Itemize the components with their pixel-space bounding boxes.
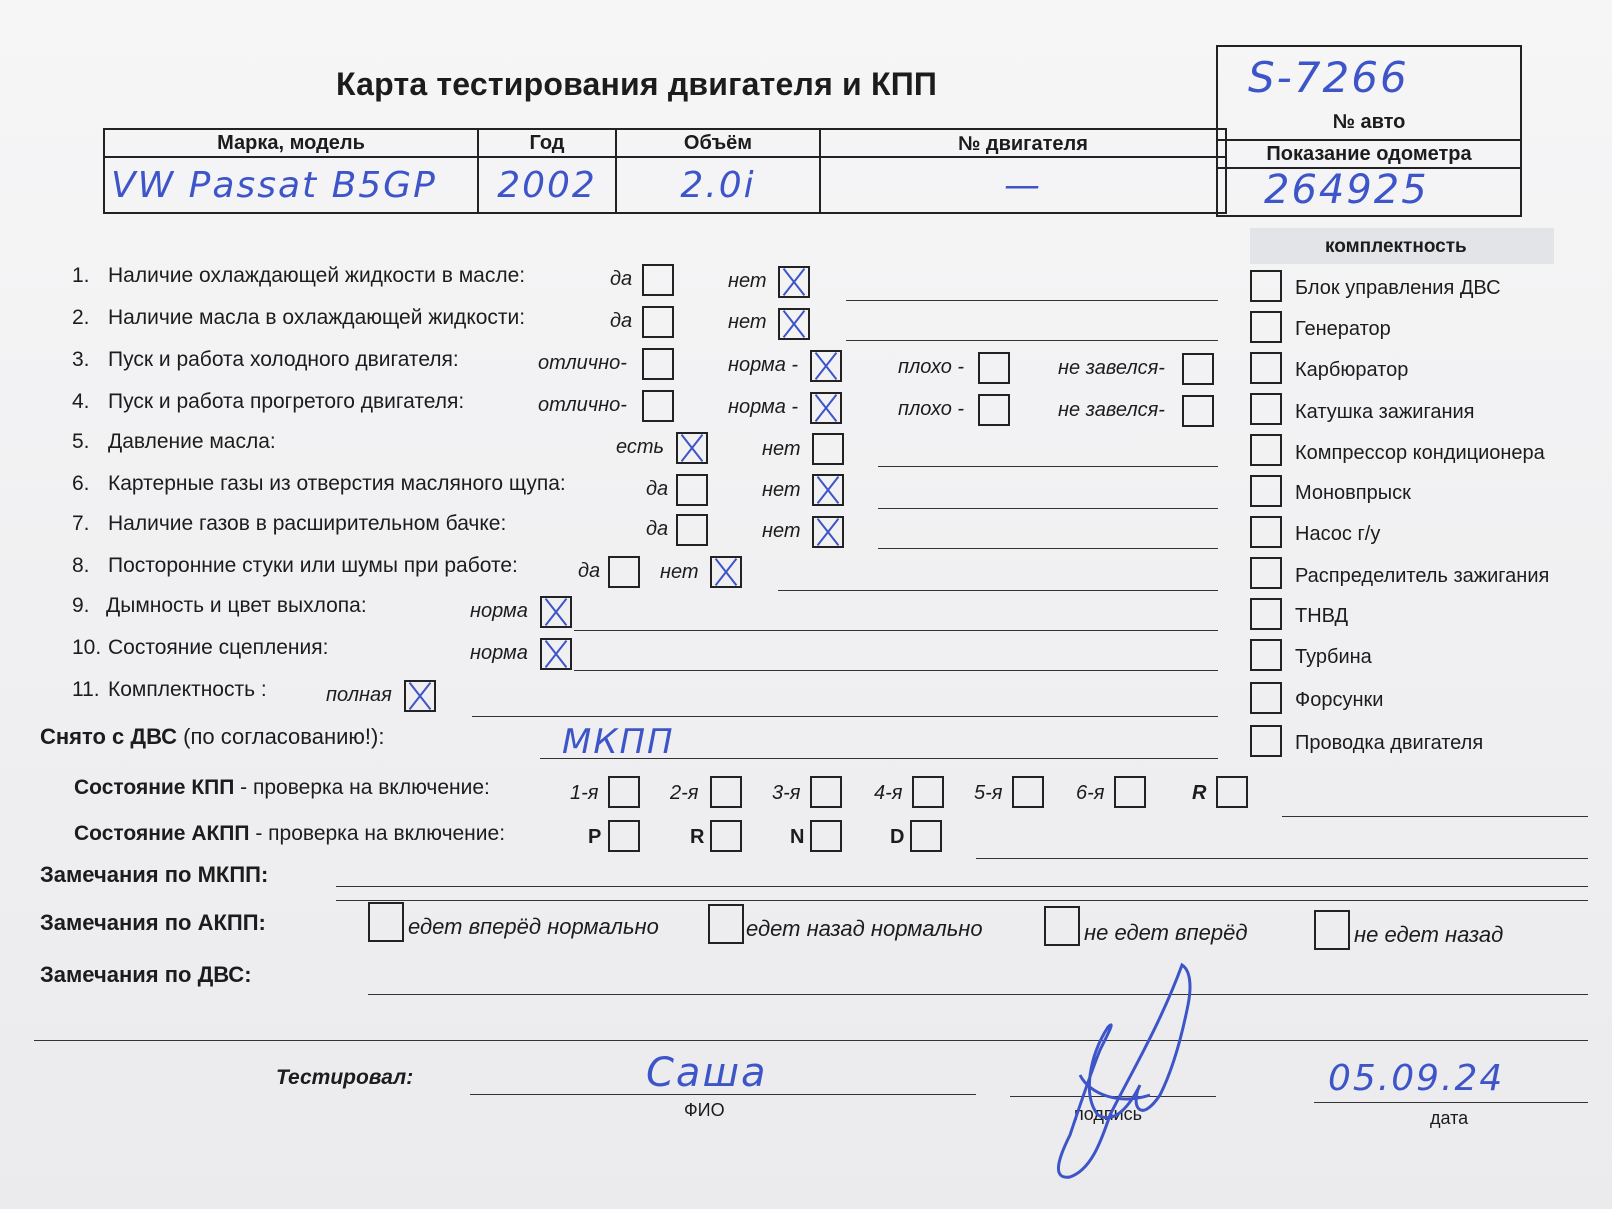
check-label-2: Наличие масла в охлаждающей жидкости:: [108, 306, 526, 329]
akpp-gear-p-box[interactable]: [608, 820, 640, 852]
check-label-10: Состояние сцепления:: [108, 636, 329, 659]
kpp-gear-r-box[interactable]: [1216, 776, 1248, 808]
kpp-label: [74, 776, 490, 800]
check-box1-1[interactable]: [642, 264, 674, 296]
check-box2-6[interactable]: [812, 474, 844, 506]
kpp-gear-6-box[interactable]: [1114, 776, 1146, 808]
akpp-gear-n-label: N: [790, 826, 805, 848]
remarks-akpp-label: Замечания по АКПП:: [40, 910, 266, 935]
compl-item-12: Проводка двигателя: [1295, 732, 1484, 754]
odometer-value: 264925: [1264, 167, 1429, 213]
kpp-gear-2-box[interactable]: [710, 776, 742, 808]
compl-item-5: Компрессор кондиционера: [1295, 442, 1545, 464]
kpp-label-rest: - проверка на включение:: [234, 776, 490, 799]
odometer-label: Показание одометра: [1266, 143, 1472, 165]
check-box2-2[interactable]: [778, 308, 810, 340]
check-num-10: 10.: [72, 636, 102, 659]
check-box1-10[interactable]: [540, 638, 572, 670]
compl-box-4[interactable]: [1250, 393, 1282, 425]
check-box1-4[interactable]: [642, 390, 674, 422]
check-opt1-9: норма: [470, 600, 528, 622]
check-opt2-6: нет: [762, 479, 801, 501]
check-box1-2[interactable]: [642, 306, 674, 338]
check-label-3: Пуск и работа холодного двигателя:: [108, 348, 459, 371]
signature-caption: подпись: [1074, 1104, 1143, 1124]
compl-item-8: Распределитель зажигания: [1295, 565, 1550, 587]
check-num-1: 1.: [72, 264, 90, 287]
check-box2-1[interactable]: [778, 266, 810, 298]
akpp-gear-n-box[interactable]: [810, 820, 842, 852]
compl-item-10: Турбина: [1295, 646, 1372, 668]
akpp-forward-fail-label: не едет вперёд: [1084, 920, 1248, 945]
akpp-gear-r-label: R: [690, 826, 705, 848]
kpp-gear-4-box[interactable]: [912, 776, 944, 808]
compl-box-5[interactable]: [1250, 434, 1282, 466]
check-label-5: Давление масла:: [108, 430, 276, 453]
col-year: Год: [478, 129, 616, 157]
kpp-gear-5-label: 5-я: [974, 782, 1003, 804]
check-opt1-8: да: [578, 560, 601, 582]
compl-item-4: Катушка зажигания: [1295, 401, 1475, 423]
check-box4-4[interactable]: [1182, 395, 1214, 427]
akpp-back-ok-label: едет назад нормально: [746, 916, 983, 941]
check-box3-3[interactable]: [978, 352, 1010, 384]
col-model: Марка, модель: [104, 129, 478, 157]
kpp-gear-1-box[interactable]: [608, 776, 640, 808]
check-box1-8[interactable]: [608, 556, 640, 588]
car-number-value: S-7266: [1248, 53, 1409, 102]
compl-box-11[interactable]: [1250, 682, 1282, 714]
compl-item-1: Блок управления ДВС: [1295, 277, 1501, 299]
check-opt2-3: норма -: [728, 354, 799, 376]
check-opt4-4: не завелся-: [1058, 399, 1165, 421]
compl-item-7: Насос г/у: [1295, 523, 1381, 545]
completeness-title: комплектность: [1325, 236, 1467, 257]
col-engine: № двигателя: [820, 129, 1226, 157]
kpp-gear-2-label: 2-я: [670, 782, 699, 804]
check-opt2-4: норма -: [728, 396, 799, 418]
kpp-label-bold: Состояние КПП: [74, 776, 235, 799]
akpp-label: [74, 822, 505, 846]
compl-box-10[interactable]: [1250, 639, 1282, 671]
col-volume: Объём: [616, 129, 820, 157]
page-title: Карта тестирования двигателя и КПП: [336, 66, 938, 102]
check-opt2-7: нет: [762, 520, 801, 542]
removed-label-rest: (по согласованию!):: [177, 724, 385, 749]
akpp-label-rest: - проверка на включение:: [249, 822, 506, 845]
check-label-9: Дымность и цвет выхлопа:: [106, 594, 367, 617]
compl-box-6[interactable]: [1250, 475, 1282, 507]
tested-by-label: Тестировал:: [276, 1066, 414, 1089]
volume-value: 2.0i: [680, 164, 756, 206]
check-opt1-5: есть: [616, 436, 665, 458]
check-label-11: Комплектность :: [108, 678, 267, 701]
check-opt1-1: да: [610, 268, 633, 290]
kpp-gear-3-box[interactable]: [810, 776, 842, 808]
check-num-8: 8.: [72, 554, 90, 577]
year-value: 2002: [497, 164, 597, 206]
check-box1-5[interactable]: [676, 432, 708, 464]
model-value: VW Passat B5GP: [111, 164, 437, 206]
check-box1-11[interactable]: [404, 680, 436, 712]
check-box2-3[interactable]: [810, 350, 842, 382]
check-label-1: Наличие охлаждающей жидкости в масле:: [108, 264, 526, 287]
check-box2-8[interactable]: [710, 556, 742, 588]
check-num-3: 3.: [72, 348, 90, 371]
check-opt1-11: полная: [326, 684, 392, 706]
car-number-label: № авто: [1332, 111, 1406, 133]
compl-item-3: Карбюратор: [1295, 359, 1409, 381]
kpp-gear-r-label: R: [1192, 782, 1207, 804]
check-box1-7[interactable]: [676, 514, 708, 546]
akpp-back-fail-label: не едет назад: [1354, 922, 1504, 947]
check-opt1-4: отлично-: [538, 394, 627, 416]
akpp-back-fail-box[interactable]: [1314, 910, 1350, 950]
check-opt1-7: да: [646, 518, 669, 540]
check-num-7: 7.: [72, 512, 90, 535]
check-box1-3[interactable]: [642, 348, 674, 380]
akpp-gear-d-label: D: [890, 826, 905, 848]
akpp-forward-fail-box[interactable]: [1044, 906, 1080, 946]
check-opt2-5: нет: [762, 438, 801, 460]
compl-box-8[interactable]: [1250, 557, 1282, 589]
check-num-9: 9.: [72, 594, 90, 617]
kpp-gear-5-box[interactable]: [1012, 776, 1044, 808]
remarks-mkpp-label: Замечания по МКПП:: [40, 862, 269, 887]
akpp-gear-r-box[interactable]: [710, 820, 742, 852]
compl-box-9[interactable]: [1250, 598, 1282, 630]
check-label-4: Пуск и работа прогретого двигателя:: [108, 390, 465, 413]
akpp-forward-ok-label: едет вперёд нормально: [408, 914, 659, 939]
compl-item-6: Моновпрыск: [1295, 482, 1411, 504]
signature-image: [1020, 955, 1220, 1185]
kpp-gear-1-label: 1-я: [570, 782, 599, 804]
kpp-gear-3-label: 3-я: [772, 782, 801, 804]
check-box4-3[interactable]: [1182, 353, 1214, 385]
removed-label-bold: Снято с ДВС: [40, 724, 178, 749]
check-opt4-3: не завелся-: [1058, 357, 1165, 379]
check-opt1-3: отлично-: [538, 352, 627, 374]
check-label-7: Наличие газов в расширительном бачке:: [108, 512, 507, 535]
date-caption: дата: [1430, 1108, 1469, 1128]
tester-name-value: Саша: [646, 1050, 768, 1096]
akpp-gear-d-box[interactable]: [910, 820, 942, 852]
compl-item-2: Генератор: [1295, 318, 1391, 340]
akpp-back-ok-box[interactable]: [708, 904, 744, 944]
check-num-11: 11.: [72, 678, 100, 701]
date-value: 05.09.24: [1328, 1058, 1505, 1099]
check-opt3-3: плохо -: [898, 356, 965, 378]
check-num-5: 5.: [72, 430, 90, 453]
remarks-dvs-label: Замечания по ДВС:: [40, 962, 252, 987]
vehicle-header-table: [103, 128, 1227, 214]
compl-box-3[interactable]: [1250, 352, 1282, 384]
check-opt1-2: да: [610, 310, 633, 332]
check-num-2: 2.: [72, 306, 90, 329]
check-label-6: Картерные газы из отверстия масляного щупа:: [108, 472, 566, 495]
kpp-gear-4-label: 4-я: [874, 782, 903, 804]
compl-box-12[interactable]: [1250, 725, 1282, 757]
check-box1-6[interactable]: [676, 474, 708, 506]
check-box2-7[interactable]: [812, 516, 844, 548]
compl-box-1[interactable]: [1250, 270, 1282, 302]
check-box3-4[interactable]: [978, 394, 1010, 426]
check-box2-4[interactable]: [810, 392, 842, 424]
removed-value: МКПП: [562, 722, 675, 762]
check-box1-9[interactable]: [540, 596, 572, 628]
engine-value: —: [1004, 164, 1042, 206]
check-opt3-4: плохо -: [898, 398, 965, 420]
compl-box-2[interactable]: [1250, 311, 1282, 343]
akpp-gear-p-label: P: [588, 826, 602, 848]
car-info-box: [1216, 45, 1522, 217]
compl-item-11: Форсунки: [1295, 689, 1384, 711]
akpp-label-bold: Состояние АКПП: [74, 822, 250, 845]
removed-label: [40, 724, 384, 750]
check-opt2-2: нет: [728, 311, 767, 333]
check-num-6: 6.: [72, 472, 90, 495]
name-caption: ФИО: [684, 1100, 725, 1120]
compl-box-7[interactable]: [1250, 516, 1282, 548]
check-opt2-8: нет: [660, 561, 699, 583]
check-label-8: Посторонние стуки или шумы при работе:: [108, 554, 518, 577]
check-opt1-6: да: [646, 478, 669, 500]
check-opt2-1: нет: [728, 270, 767, 292]
compl-item-9: ТНВД: [1295, 605, 1349, 627]
kpp-gear-6-label: 6-я: [1076, 782, 1105, 804]
check-num-4: 4.: [72, 390, 90, 413]
check-opt1-10: норма: [470, 642, 528, 664]
check-box2-5[interactable]: [812, 433, 844, 465]
akpp-forward-ok-box[interactable]: [368, 902, 404, 942]
